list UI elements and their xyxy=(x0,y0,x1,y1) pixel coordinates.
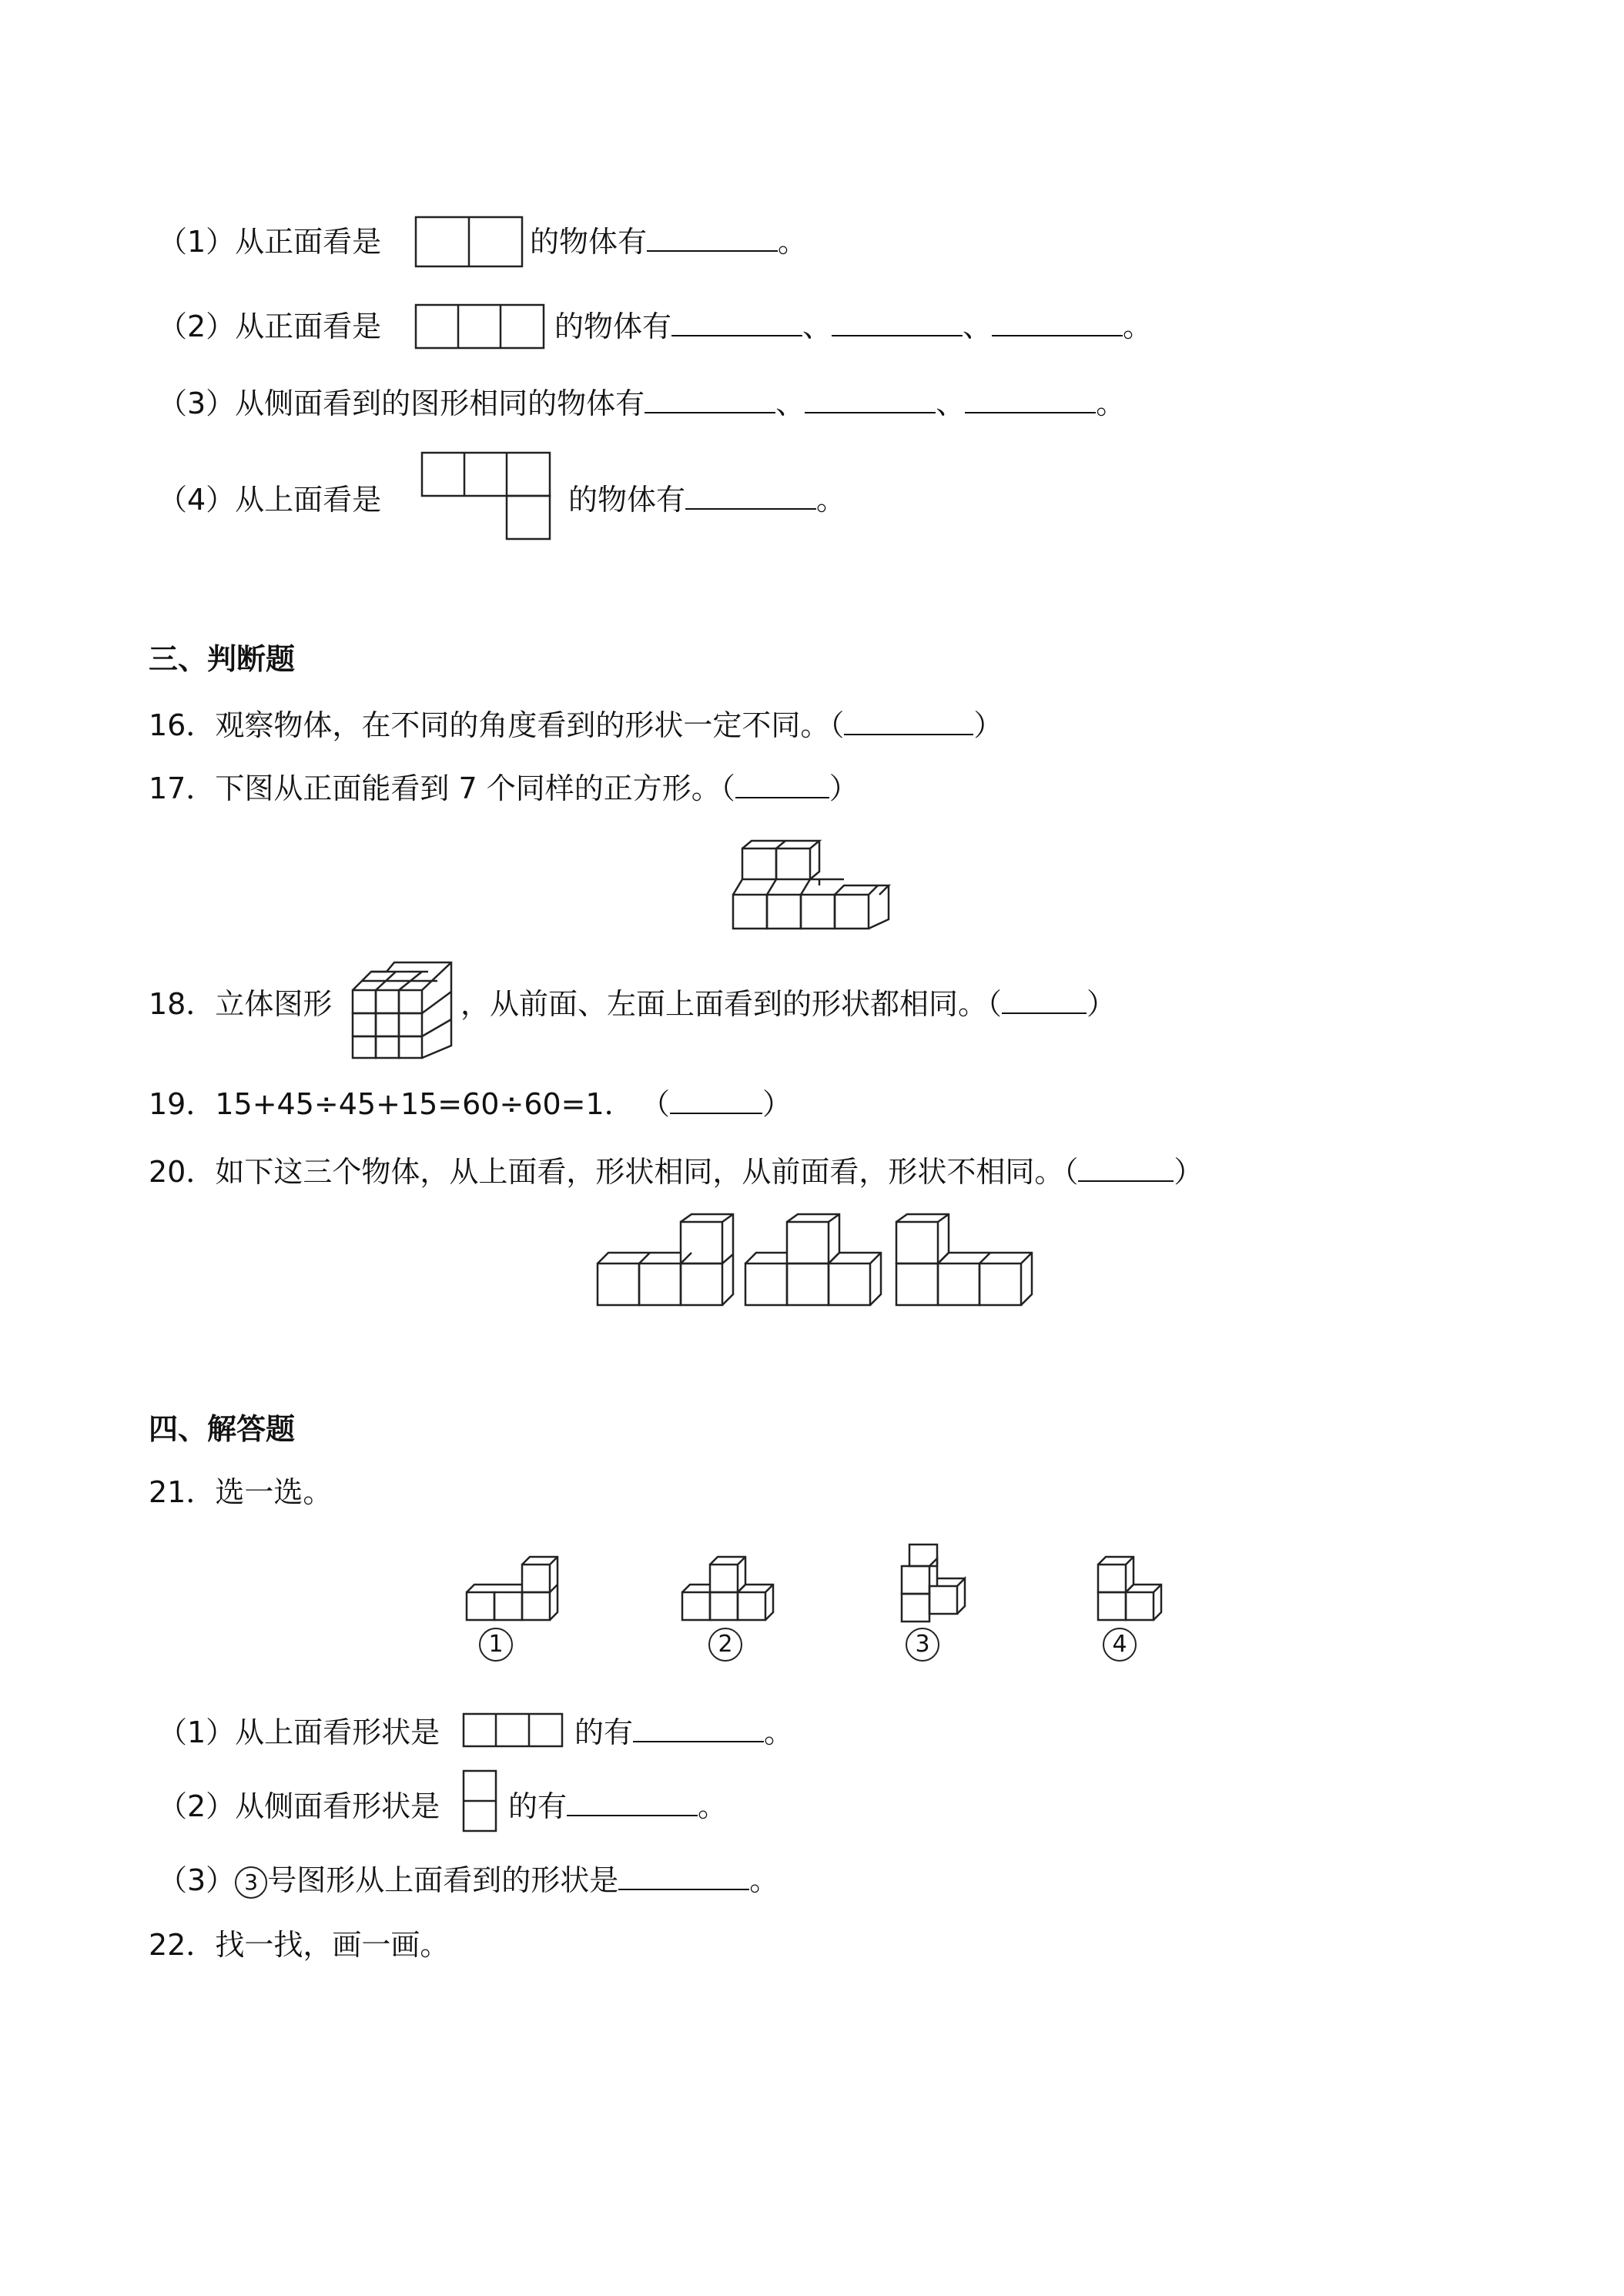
answer-blank[interactable] xyxy=(645,386,775,413)
figure-label-4: 4 xyxy=(1103,1628,1137,1662)
answer-blank[interactable] xyxy=(992,309,1123,336)
q21-figure-2 xyxy=(678,1555,778,1625)
answer-blank[interactable] xyxy=(805,386,936,413)
q21-sub1-answer: 的有 。 xyxy=(574,1715,794,1749)
answer-blank[interactable] xyxy=(965,386,1096,413)
answer-blank[interactable] xyxy=(844,708,973,735)
q20-three-objects-figure xyxy=(593,1213,1040,1320)
top-view-l-shape-icon xyxy=(420,451,553,542)
q21-figure-4 xyxy=(1093,1555,1170,1625)
q22: 22．找一找，画一画。 xyxy=(149,1928,450,1962)
q17-cube-figure xyxy=(732,839,901,932)
section4-heading: 四、解答题 xyxy=(149,1412,296,1446)
answer-blank[interactable] xyxy=(1078,1154,1174,1182)
figure-label-3: 3 xyxy=(906,1628,939,1662)
q18: 18．立体图形 xyxy=(149,987,333,1021)
q21-sub2-answer: 的有 。 xyxy=(508,1789,728,1823)
front-view-2-squares-icon xyxy=(414,216,525,269)
q19: 19．15+45÷45+15=60÷60=1． xyxy=(149,1087,634,1121)
answer-blank[interactable] xyxy=(685,482,816,510)
answer-blank[interactable] xyxy=(832,309,963,336)
q-part2-1-answer: 的物体有 。 xyxy=(530,225,808,259)
answer-blank[interactable] xyxy=(735,771,829,798)
q16: 16．观察物体，在不同的角度看到的形状一定不同。（ ） xyxy=(149,708,1003,742)
q21: 21．选一选。 xyxy=(149,1475,333,1509)
q21-figure-1 xyxy=(462,1555,562,1625)
section3-heading: 三、判断题 xyxy=(149,642,296,676)
q21-figure-3 xyxy=(897,1543,982,1626)
top-view-3-squares-icon xyxy=(462,1712,565,1749)
circled-number-3: 3 xyxy=(235,1866,267,1899)
side-view-2-squares-icon xyxy=(462,1769,501,1834)
answer-blank[interactable] xyxy=(671,309,802,336)
q17: 17．下图从正面能看到 7 个同样的正方形。（ ） xyxy=(149,771,859,805)
answer-blank[interactable] xyxy=(567,1789,698,1816)
q18-text: ，从前面、左面上面看到的形状都相同。（ ） xyxy=(460,987,1117,1021)
q-part2-4: （4）从上面看是 xyxy=(158,483,382,517)
answer-blank[interactable] xyxy=(618,1863,749,1890)
figure-label-1: 1 xyxy=(479,1628,513,1662)
q-part2-1: （1）从正面看是 xyxy=(158,225,382,259)
front-view-3-squares-icon xyxy=(414,303,547,351)
q-part2-2-answer: 的物体有 、 、 。 xyxy=(554,310,1153,343)
figure-label-2: 2 xyxy=(708,1628,742,1662)
q21-sub3: （3） 3 号图形从上面看到的形状是 。 xyxy=(158,1863,779,1897)
answer-blank[interactable] xyxy=(1002,986,1087,1014)
answer-blank[interactable] xyxy=(647,224,778,252)
q21-sub1: （1）从上面看形状是 xyxy=(158,1715,440,1749)
q21-sub2: （2）从侧面看形状是 xyxy=(158,1789,440,1823)
answer-blank[interactable] xyxy=(633,1715,764,1742)
q20: 20．如下这三个物体，从上面看，形状相同，从前面看，形状不相同。（ ） xyxy=(149,1155,1204,1189)
answer-blank[interactable] xyxy=(670,1086,762,1114)
q19-answer: （ ） xyxy=(641,1087,792,1121)
q-part2-2: （2）从正面看是 xyxy=(158,310,382,343)
q18-cube-figure xyxy=(351,959,456,1059)
q-part2-3: （3）从侧面看到的图形相同的物体有 、 、 。 xyxy=(158,387,1126,420)
q-part2-4-answer: 的物体有 。 xyxy=(568,483,846,517)
